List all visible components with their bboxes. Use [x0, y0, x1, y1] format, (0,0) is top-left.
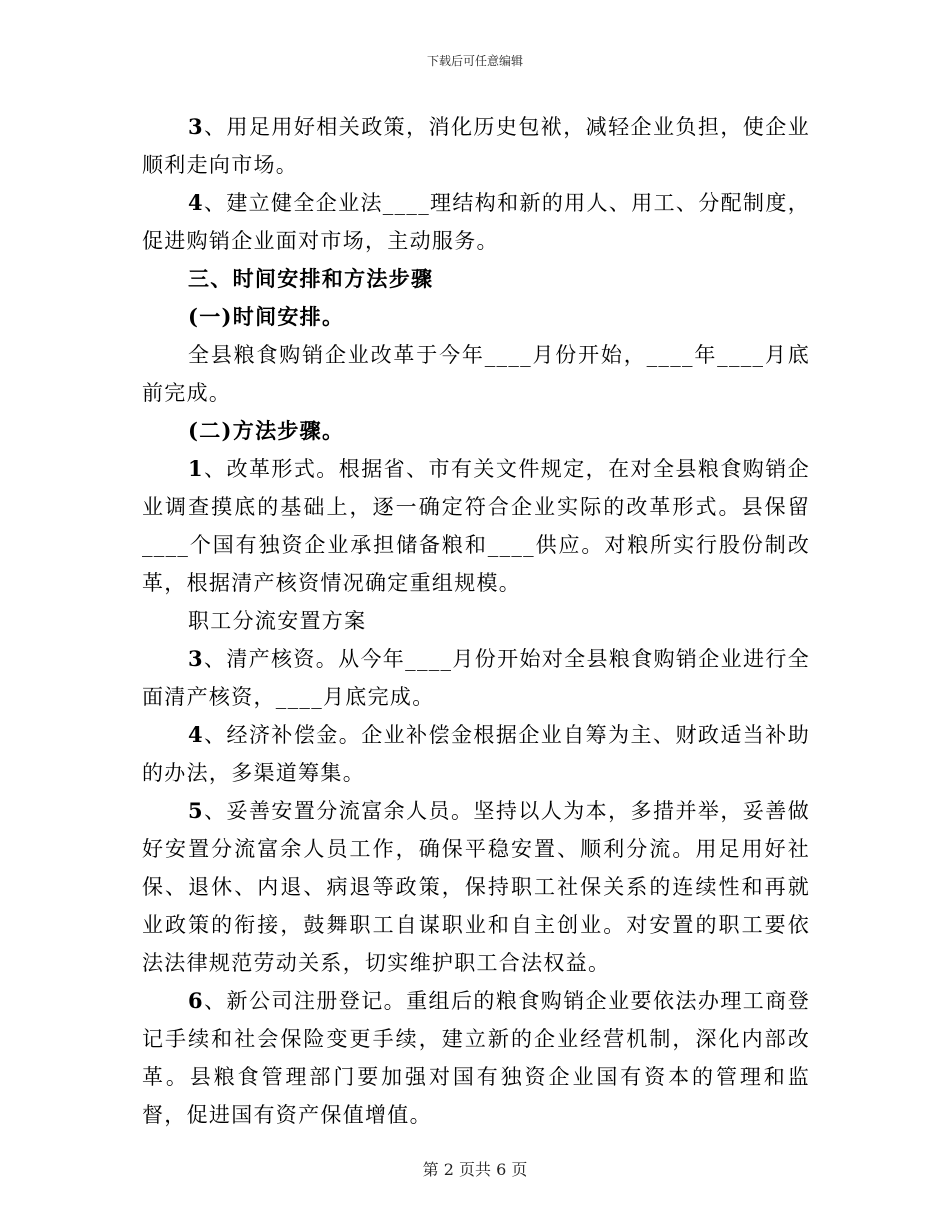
page-header: 下载后可任意编辑 — [426, 54, 523, 68]
page-footer: 第 2 页共 6 页 — [422, 1160, 528, 1179]
paragraph: 职工分流安置方案 — [188, 609, 367, 633]
subsection-heading: (二)方法步骤。 — [188, 418, 345, 443]
paragraph: 1、改革形式。根据省、市有关文件规定，在对全县粮食购销企业调查摸底的基础上，逐一确定符合企业实际的改革形式。县保留____个国有独资企业承担储备粮和____供应。对粮所实行股份制改革，根据清产核资情况确定重组规模。 — [142, 456, 810, 595]
paragraph: 3、清产核资。从今年____月份开始对全县粮食购销企业进行全面清产核资，____月底完成。 — [142, 646, 810, 709]
paragraph: 全县粮食购销企业改革于今年____月份开始，____年____月底前完成。 — [142, 343, 810, 405]
paragraph: 3、用足用好相关政策，消化历史包袱，减轻企业负担，使企业顺利走向市场。 — [142, 114, 810, 177]
paragraph: 6、新公司注册登记。重组后的粮食购销企业要依法办理工商登记手续和社会保险变更手续，建立新的企业经营机制，深化内部改革。县粮食管理部门要加强对国有独资企业国有资本的管理和监督，促进国有资产保值增值。 — [142, 988, 810, 1127]
paragraph: 4、建立健全企业法____理结构和新的用人、用工、分配制度，促进购销企业面对市场，主动服务。 — [142, 190, 810, 253]
document-body — [142, 108, 810, 1134]
paragraph: 4、经济补偿金。企业补偿金根据企业自筹为主、财政适当补助的办法，多渠道筹集。 — [142, 722, 810, 785]
section-heading: 三、时间安排和方法步骤 — [188, 266, 434, 291]
paragraph: 5、妥善安置分流富余人员。坚持以人为本，多措并举，妥善做好安置分流富余人员工作，确保平稳安置、顺利分流。用足用好社保、退休、内退、病退等政策，保持职工社保关系的连续性和再就业政策的衔接，鼓舞职工自谋职业和自主创业。对安置的职工要依法法律规范劳动关系，切实维护职工合法权益。 — [142, 798, 810, 975]
subsection-heading: (一)时间安排。 — [188, 304, 345, 329]
